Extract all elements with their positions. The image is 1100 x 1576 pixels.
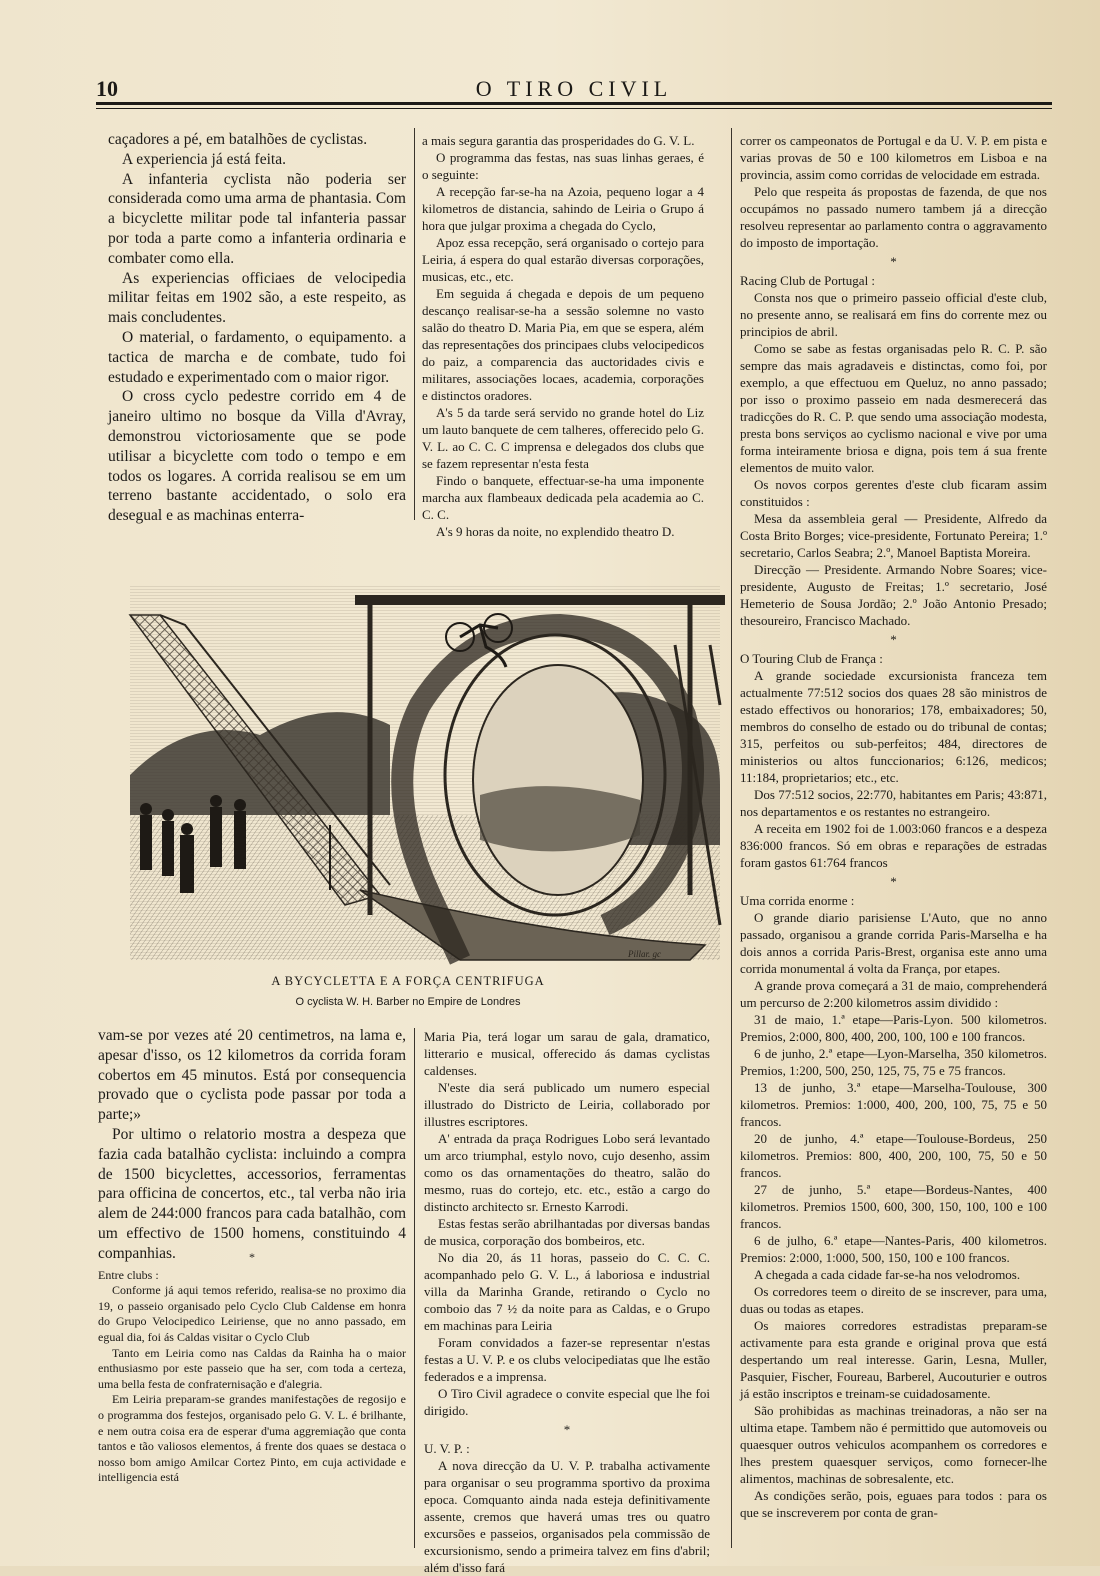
paragraph: Foram convidados a fazer-se representar n'estas festas a U. V. P. e os clubs velocipediatas que lhe estão federados e a imprensa. xyxy=(424,1335,710,1384)
column-3 xyxy=(740,132,1047,1548)
section-separator: * xyxy=(890,874,897,889)
paragraph: Consta nos que o primeiro passeio official d'este club, no presente anno, se realisará em fins do corrente mez ou principios de abril. xyxy=(740,290,1047,339)
paragraph: A's 9 horas da noite, no explendido theatro D. xyxy=(436,524,675,539)
paragraph: Findo o banquete, effectuar-se-ha uma imponente marcha aux flambeaux dedicada pela academia ao C. C. C. xyxy=(422,473,704,522)
paragraph: Dos 77:512 socios, 22:770, habitantes em Paris; 43:871, nos departamentos e os restantes no estrangeiro. xyxy=(740,787,1047,819)
paragraph: A grande sociedade excursionista franceza tem actualmente 77:512 socios dos quaes 28 são ministros de estado effectivos ou honorarios; 178, embaixadores; 50, membros do conselho de estado ou do tribunal de contas; 315, perfeitos ou sub-perfeitos; 484, directores de ministerios ou altos funccionarios; 6:126, medicos; 11:184, proprietarios; etc., etc. xyxy=(740,668,1047,785)
section-separator: * xyxy=(563,1422,571,1437)
newspaper-title: O TIRO CIVIL xyxy=(475,76,673,101)
paragraph: O Tiro Civil agradece o convite especial que lhe foi dirigido. xyxy=(424,1386,710,1418)
paragraph: A grande prova começará a 31 de maio, comprehenderá um percurso de 2:200 kilometros assim dividido : xyxy=(740,978,1047,1010)
paragraph: 6 de junho, 2.ª etape—Lyon-Marselha, 350 kilometros. Premios, 1:200, 500, 250, 125, 75, 75 e 75 francos. xyxy=(740,1046,1047,1078)
paragraph: 27 de junho, 5.ª etape—Bordeus-Nantes, 400 kilometros. Premios 1500, 600, 300, 150, 100, 100 e 100 francos. xyxy=(740,1182,1047,1231)
column-1-top xyxy=(108,130,406,525)
paragraph: 13 de junho, 3.ª etape—Marselha-Toulouse, 300 kilometros. Premios: 1:000, 400, 200, 100, 75, 75 e 50 francos. xyxy=(740,1080,1047,1129)
paragraph: Como se sabe as festas organisadas pelo R. C. P. são sempre das mais agradaveis e distinctas, como foi, por exemplo, a que effectuou em Queluz, no anno passado; por isso o proximo passeio em nada desmerecerá das tradicções do R. C. P. que sendo uma associação modesta, presta bons serviços ao cyclismo nacional e vive por uma forma inteiramente briosa e digna, pois tem á sua frente elementos de muito valor. xyxy=(740,341,1047,475)
section-heading: U. V. P. : xyxy=(424,1441,470,1456)
paragraph: Mesa da assembleia geral — Presidente, Alfredo da Costa Brito Borges; vice-presidente, Fortunato Pereira; 1.º secretario, Carlos Seabra; 2.º, Manoel Baptista Moreira. xyxy=(740,511,1047,560)
paragraph: Estas festas serão abrilhantadas por diversas bandas de musica, corporação dos bombeiros, etc. xyxy=(424,1216,710,1248)
paragraph: 20 de junho, 4.ª etape—Toulouse-Bordeus, 250 kilometros. Premios: 800, 400, 200, 100, 75, 50 e 50 francos. xyxy=(740,1131,1047,1180)
paragraph: Os novos corpos gerentes d'este club ficaram assim constituidos : xyxy=(740,477,1047,509)
paragraph: A receita em 1902 foi de 1.003:060 francos e a despeza 836:000 francos. Só em obras e reparações de estradas foram gastos 61:764 francos xyxy=(740,821,1047,870)
paragraph: No dia 20, ás 11 horas, passeio do C. C. C. acompanhado pelo G. V. L., á laboriosa e industrial villa da Marinha Grande, retirando o Cyclo no comboio das 7 ½ da noite para as Caldas, e o Grupo em machinas para Leiria xyxy=(424,1250,710,1333)
paragraph: A' entrada da praça Rodrigues Lobo será levantado um arco triumphal, estylo novo, cujo desenho, assim como os das ornamentações do theatro, salão do mesmo, ruas do cortejo, etc. etc., estão a cargo do distincto architecto sr. Ernesto Karrodi. xyxy=(424,1131,710,1214)
paragraph: São prohibidas as machinas treinadoras, a não ser na ultima etape. Tambem não é permittido que automoveis ou quaesquer outros vehiculos acompanhem os corredores e lhes prestem quaesquer serviços, como fornecer-lhe alimentos, machinas de sobresalente, etc. xyxy=(740,1403,1047,1486)
paragraph: 6 de julho, 6.ª etape—Nantes-Paris, 400 kilometros. Premios: 2:000, 1:000, 500, 150, 100 e 100 francos. xyxy=(740,1233,1047,1265)
section-heading: Uma corrida enorme : xyxy=(740,893,855,908)
paragraph: As condições serão, pois, eguaes para todos : para os que se inscreverem por conta de gran- xyxy=(740,1488,1047,1520)
page-header xyxy=(96,70,1052,110)
paragraph: Por ultimo o relatorio mostra a despeza que fazia cada batalhão cyclista: incluindo a compra de 1500 bicyclettes, accessorios, ferramentas para officina de concertos, etc., tal verba não iria alem de 244:000 francos para cada batalhão, com um effectivo de 1500 homens, constituindo 4 companhias. xyxy=(98,1125,406,1262)
paragraph: O cross cyclo pedestre corrido em 4 de janeiro ultimo no bosque da Villa d'Avray, demonstrou victoriosamente que se pode utilisar a bicyclette com todo o tempo e em todos os logares. A corrida realisou se em um terreno bastante accidentado, o solo era desegual e as machinas enterra- xyxy=(108,388,406,525)
paragraph: As experiencias officiaes de velocipedia militar feitas em 1902 são, a este respeito, as mais concludentes. xyxy=(108,269,406,327)
paragraph: O material, o fardamento, o equipamento. a tactica de marcha e de combate, tudo foi estudado e experimentado com o maior rigor. xyxy=(108,328,406,386)
paragraph: Em seguida á chegada e depois de um pequeno descanço realisar-se-ha a sessão solemne no vasto salão do theatro D. Maria Pia, em que se espera, além das representações dos principaes clubs velocipedicos do paiz, a comparencia das auctoridades civis e militares, associações locaes, academia, corporações e distinctos oradores. xyxy=(422,286,704,403)
column-2-bottom xyxy=(424,1028,710,1575)
paragraph: A experiencia já está feita. xyxy=(122,150,286,168)
paragraph: O grande diario parisiense L'Auto, que no anno passado, organisou a grande corrida Paris-Marselha e ha dois annos a corrida Paris-Brest, organisa este anno uma corrida monumental á volta da França, por etapes. xyxy=(740,910,1047,976)
paragraph: vam-se por vezes até 20 centimetros, na lama e, apesar d'isso, os 12 kilometros da corrida foram cobertos em 45 minutos. Está por consequencia provado que o cyclista pode passar por toda a parte;» xyxy=(98,1027,406,1124)
header-rule xyxy=(96,102,1052,105)
paragraph: A nova direcção da U. V. P. trabalha activamente para organisar o seu programma sportivo da proxima epoca. Comquanto ainda nada esteja definitivamente assente, cremos que haverá umas tres ou quatro excursões e passeios, organisados pela commissão de excursionismo, sendo a primeira talvez em fins d'abril; além d'isso fará xyxy=(424,1458,710,1575)
figure-caption-subtitle: O cyclista W. H. Barber no Empire de Londres xyxy=(295,996,521,1008)
header-rule-thin xyxy=(96,108,1052,109)
paragraph: 31 de maio, 1.ª etape—Paris-Lyon. 500 kilometros. Premios, 2:000, 800, 400, 200, 100, 100 e 100 francos. xyxy=(740,1012,1047,1044)
column-divider xyxy=(414,128,415,520)
paragraph: Pelo que respeita ás propostas de fazenda, de que nos occupámos no passado numero tambem já a direcção resolveu representar ao parlamento contra o aggravamento do imposto de importação. xyxy=(740,184,1047,250)
paragraph: Tanto em Leiria como nas Caldas da Rainha ha o maior enthusiasmo por este passeio que ha ser, com toda a certeza, uma bella festa de confraternisação e d'alegria. xyxy=(98,1345,406,1391)
paragraph: a mais segura garantia das prosperidades do G. V. L. xyxy=(422,133,695,148)
column-1-bottom xyxy=(98,1026,406,1262)
paragraph: A recepção far-se-ha na Azoia, pequeno logar a 4 kilometros de distancia, sahindo de Leiria o Grupo á hora que julgar proxima a chegada do Cyclo, xyxy=(422,184,704,233)
page-number: 10 xyxy=(96,76,118,101)
section-heading: Entre clubs : xyxy=(98,1267,159,1282)
figure-caption-title: A BYCYCLETTA E A FORÇA CENTRIFUGA xyxy=(271,974,545,988)
paragraph: caçadores a pé, em batalhões de cyclistas. xyxy=(108,131,368,148)
paragraph: O programma das festas, nas suas linhas geraes, é o seguinte: xyxy=(422,150,704,182)
column-2-top xyxy=(422,132,704,539)
paragraph: N'este dia será publicado um numero especial illustrado do Districto de Leiria, collaborado por illustres escriptores. xyxy=(424,1080,710,1129)
paragraph: A's 5 da tarde será servido no grande hotel do Liz um lauto banquete de cem talheres, offerecido pelo G. V. L. ao C. C. C imprensa e delegados dos clubs que se fazem representar n'esta festa xyxy=(422,405,704,471)
bicycle-loop-engraving xyxy=(130,585,720,960)
section-heading: O Touring Club de França : xyxy=(740,651,883,666)
paragraph: Apoz essa recepção, será organisado o cortejo para Leiria, á espera do qual estarão diversas corporações, musicas, etc., etc. xyxy=(422,235,704,284)
column-divider xyxy=(414,1028,415,1548)
paragraph: Direcção — Presidente. Armando Nobre Soares; vice-presidente, Augusto de Freitas; 1.º secretario, José Hemeterio de Sousa Jordão; 2.º João Antonio Presado; thesoureiro, Francisco Machado. xyxy=(740,562,1047,628)
paragraph: Conforme já aqui temos referido, realisa-se no proximo dia 19, o passeio organisado pelo Cyclo Club Caldense em honra do Grupo Velocipedico Leiriense, que no anno passado, em egual dia, foi ás Caldas visitar o Cyclo Club xyxy=(98,1283,406,1344)
paragraph: Os corredores teem o direito de se inscrever, para uma, duas ou todas as etapes. xyxy=(740,1284,1047,1316)
engraver-mark: Pillar. gc xyxy=(628,949,661,959)
paragraph: Maria Pia, terá logar um sarau de gala, dramatico, litterario e musical, offerecido ás damas cyclistas caldenses. xyxy=(424,1029,710,1078)
paragraph: correr os campeonatos de Portugal e da U. V. P. em pista e varias provas de 50 e 100 kilometros em Lisboa e na provincia, assim como corridas de velocidade em estrada. xyxy=(740,133,1047,182)
paragraph: A infanteria cyclista não poderia ser considerada como uma arma de phantasia. Com a bicyclette militar pode tal infanteria passar por toda a parte como a infanteria ordinaria e combater como ella. xyxy=(108,170,406,267)
column-divider xyxy=(731,128,732,1548)
column-1-news xyxy=(98,1248,406,1548)
section-separator: * xyxy=(890,632,897,647)
section-separator: * xyxy=(890,254,897,269)
paragraph: A chegada a cada cidade far-se-ha nos velodromos. xyxy=(754,1267,1021,1282)
paragraph: Em Leiria preparam-se grandes manifestações de regosijo e o programma dos festejos, organisado pelo G. V. L. é brilhante, e nem outra coisa era de esperar d'uma aggremiação que conta tantos e tão valiosos elementos, á frente dos quaes se destaca o nosso bom amigo Amilcar Cortez Pinto, em cuja actividade e intelligencia está xyxy=(98,1392,406,1485)
section-separator: * xyxy=(249,1250,255,1264)
paragraph: Os maiores corredores estradistas preparam-se activamente para esta grande e original prova que está despertando um real interesse. Garin, Lesna, Muller, Pasquier, Fischer, Foureau, Barberel, Aucouturier e outros já estão inscriptos e treinam-se cuidadosamente. xyxy=(740,1318,1047,1401)
section-heading: Racing Club de Portugal : xyxy=(740,273,876,288)
